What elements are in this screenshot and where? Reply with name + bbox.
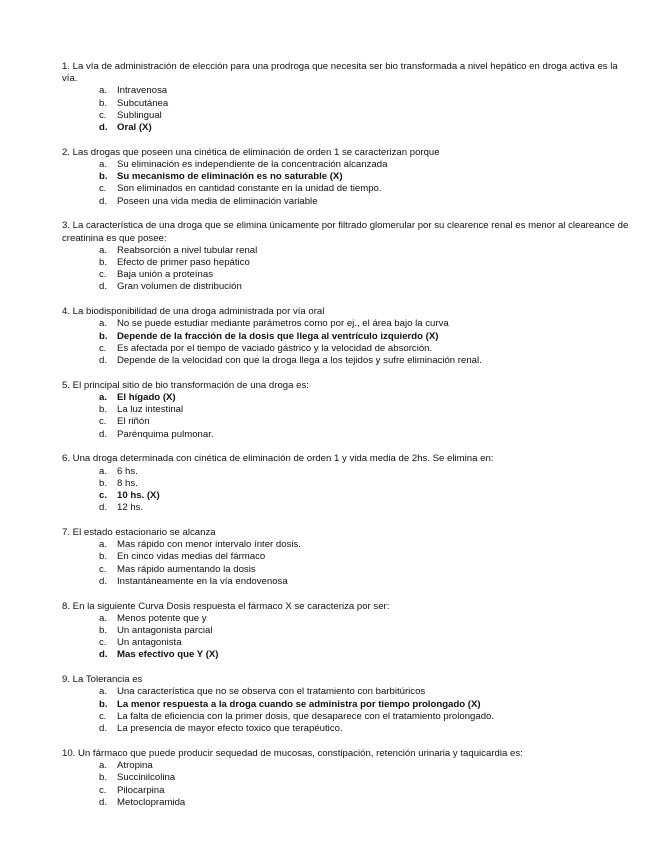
option-item xyxy=(99,564,632,576)
option-text: La menor respuesta a la droga cuando se administra por tiempo prolongado (X) xyxy=(117,698,481,710)
option-letter: a. xyxy=(99,85,108,97)
option-letter: c. xyxy=(99,109,107,121)
option-text: Poseen una vida media de eliminación variable xyxy=(117,195,318,207)
question-text: 4. La biodisponibilidad de una droga administrada por vía oral xyxy=(62,306,325,318)
option-item xyxy=(99,416,632,428)
option-list xyxy=(62,539,632,588)
option-item xyxy=(99,85,632,97)
option-text: Es afectada por el tiempo de vaciado gástrico y la velocidad de absorción. xyxy=(117,342,433,354)
question-text: 1. La vía de administración de elección para una prodroga que necesita ser bio transformada a nivel hepático en droga activa es la vía. xyxy=(62,61,618,85)
option-text: 10 hs. (X) xyxy=(117,490,160,502)
option-text: Oral (X) xyxy=(117,122,152,134)
option-item xyxy=(99,785,632,797)
option-item xyxy=(99,613,632,625)
option-item-correct xyxy=(99,490,632,502)
option-text: Depende de la fracción de la dosis que llega al ventrículo izquierdo (X) xyxy=(117,330,439,342)
option-text: La presencia de mayor efecto toxico que terapéutico. xyxy=(117,723,343,735)
option-text: Atropina xyxy=(117,760,153,772)
option-letter: b. xyxy=(99,477,108,489)
option-list xyxy=(62,85,632,134)
option-text: La falta de eficiencia con la primer dosis, que desaparece con el tratamiento prolongado. xyxy=(117,710,495,722)
option-text: Mas efectivo que Y (X) xyxy=(117,649,219,661)
option-list xyxy=(62,159,632,208)
option-letter: a. xyxy=(99,686,108,698)
question-7 xyxy=(62,527,632,588)
option-text: En cinco vidas medias del fármaco xyxy=(117,551,266,563)
option-text: Menos potente que y xyxy=(117,612,207,624)
option-text: Mas rápido aumentando la dosis xyxy=(117,563,256,575)
option-text: Mas rápido con menor intervalo ínter dosis. xyxy=(117,539,301,551)
option-text: Su eliminación es independiente de la concentración alcanzada xyxy=(117,159,388,171)
option-letter: d. xyxy=(99,575,108,587)
option-letter: a. xyxy=(99,465,108,477)
option-item-correct xyxy=(99,331,632,343)
option-list xyxy=(62,686,632,735)
option-item-correct xyxy=(99,649,632,661)
option-letter: a. xyxy=(99,159,108,171)
option-item xyxy=(99,502,632,514)
question-text: 5. El principal sitio de bio transformación de una droga es: xyxy=(62,379,309,391)
option-text: Son eliminados en cantidad constante en la unidad de tiempo. xyxy=(117,183,382,195)
option-text: Un antagonista parcial xyxy=(117,625,213,637)
question-2 xyxy=(62,147,632,208)
option-letter: d. xyxy=(99,122,108,134)
option-item xyxy=(99,478,632,490)
option-letter: a. xyxy=(99,318,108,330)
option-item xyxy=(99,98,632,110)
option-text: Metoclopramida xyxy=(117,796,186,808)
option-text: La luz intestinal xyxy=(117,404,184,416)
question-text: 3. La característica de una droga que se elimina únicamente por filtrado glomerular por su clearence renal es menor al cleareance de creatinina es que posee: xyxy=(62,220,629,244)
option-letter: a. xyxy=(99,612,108,624)
option-text: Baja unión a proteínas xyxy=(117,269,214,281)
option-letter: b. xyxy=(99,257,108,269)
option-text: Depende de la velocidad con que la droga llega a los tejidos y sufre eliminación renal. xyxy=(117,355,482,367)
option-letter: b. xyxy=(99,404,108,416)
option-item xyxy=(99,723,632,735)
question-text: 6. Una droga determinada con cinética de eliminación de orden 1 y vida media de 2hs. Se elimina en: xyxy=(62,453,494,465)
question-text: 9. La Tolerancia es xyxy=(62,674,143,686)
option-letter: c. xyxy=(99,710,107,722)
option-letter: b. xyxy=(99,171,108,183)
option-text: El hígado (X) xyxy=(117,392,176,404)
option-text: Pilocarpina xyxy=(117,784,165,796)
option-letter: d. xyxy=(99,428,108,440)
option-item xyxy=(99,318,632,330)
question-4 xyxy=(62,306,632,367)
option-letter: c. xyxy=(99,563,107,575)
exam-document xyxy=(62,61,632,822)
option-text: 6 hs. xyxy=(117,465,138,477)
option-item xyxy=(99,797,632,809)
option-item xyxy=(99,110,632,122)
option-text: Sublingual xyxy=(117,109,162,121)
question-6 xyxy=(62,453,632,514)
option-text: No se puede estudiar mediante parámetros como por ej., el área bajo la curva xyxy=(117,318,449,330)
option-text: Subcutánea xyxy=(117,97,169,109)
option-letter: d. xyxy=(99,281,108,293)
option-letter: c. xyxy=(99,784,107,796)
option-letter: a. xyxy=(99,539,108,551)
option-list xyxy=(62,392,632,441)
option-letter: d. xyxy=(99,195,108,207)
option-list xyxy=(62,245,632,294)
option-text: Instantáneamente en la vía endovenosa xyxy=(117,575,288,587)
option-letter: b. xyxy=(99,625,108,637)
option-text: Efecto de primer paso hepático xyxy=(117,257,250,269)
question-3 xyxy=(62,220,632,293)
option-letter: b. xyxy=(99,698,108,710)
option-text: Una característica que no se observa con el tratamiento con barbitúricos xyxy=(117,686,426,698)
option-list xyxy=(62,466,632,515)
question-text: 10. Un fármaco que puede producir sequedad de mucosas, constipación, retención urinaria y taquicardia es: xyxy=(62,747,523,759)
option-item xyxy=(99,183,632,195)
option-item xyxy=(99,686,632,698)
option-letter: d. xyxy=(99,649,108,661)
question-10 xyxy=(62,748,632,809)
option-item xyxy=(99,760,632,772)
option-list xyxy=(62,318,632,367)
option-item xyxy=(99,772,632,784)
option-letter: d. xyxy=(99,723,108,735)
option-item-correct xyxy=(99,171,632,183)
option-item-correct xyxy=(99,392,632,404)
option-item xyxy=(99,355,632,367)
option-letter: c. xyxy=(99,416,107,428)
option-letter: d. xyxy=(99,796,108,808)
option-item xyxy=(99,245,632,257)
option-item xyxy=(99,343,632,355)
question-1 xyxy=(62,61,632,134)
question-9 xyxy=(62,674,632,735)
question-text: 2. Las drogas que poseen una cinética de eliminación de orden 1 se caracterizan porque xyxy=(62,146,440,158)
question-text: 8. En la siguiente Curva Dosis respuesta el fármaco X se caracteriza por ser: xyxy=(62,600,390,612)
option-list xyxy=(62,613,632,662)
option-text: 12 hs. xyxy=(117,502,144,514)
option-text: Su mecanismo de eliminación es no saturable (X) xyxy=(117,171,343,183)
option-item xyxy=(99,539,632,551)
option-item xyxy=(99,466,632,478)
option-text: Intravenosa xyxy=(117,85,168,97)
option-text: Parénquima pulmonar. xyxy=(117,428,214,440)
option-text: Un antagonista xyxy=(117,637,182,649)
option-item xyxy=(99,576,632,588)
option-letter: c. xyxy=(99,637,107,649)
option-letter: c. xyxy=(99,490,108,502)
option-letter: b. xyxy=(99,772,108,784)
option-item xyxy=(99,429,632,441)
question-8 xyxy=(62,601,632,662)
option-list xyxy=(62,760,632,809)
option-letter: b. xyxy=(99,97,108,109)
option-letter: c. xyxy=(99,269,107,281)
option-item xyxy=(99,637,632,649)
option-letter: a. xyxy=(99,392,108,404)
option-letter: b. xyxy=(99,330,108,342)
option-item xyxy=(99,711,632,723)
option-text: Gran volumen de distribución xyxy=(117,281,242,293)
option-item xyxy=(99,257,632,269)
option-text: 8 hs. xyxy=(117,477,138,489)
option-letter: b. xyxy=(99,551,108,563)
option-item xyxy=(99,625,632,637)
question-5 xyxy=(62,380,632,441)
option-item-correct xyxy=(99,122,632,134)
option-text: El riñón xyxy=(117,416,150,428)
option-letter: d. xyxy=(99,502,108,514)
option-item xyxy=(99,404,632,416)
option-item xyxy=(99,551,632,563)
option-letter: d. xyxy=(99,355,108,367)
option-letter: c. xyxy=(99,183,107,195)
option-text: Reabsorción a nivel tubular renal xyxy=(117,244,258,256)
option-item xyxy=(99,269,632,281)
option-letter: c. xyxy=(99,342,107,354)
option-item xyxy=(99,281,632,293)
option-text: Succinilcolina xyxy=(117,772,176,784)
option-item xyxy=(99,159,632,171)
option-letter: a. xyxy=(99,760,108,772)
option-item xyxy=(99,196,632,208)
question-text: 7. El estado estacionario se alcanza xyxy=(62,527,216,539)
option-letter: a. xyxy=(99,244,108,256)
option-item-correct xyxy=(99,699,632,711)
